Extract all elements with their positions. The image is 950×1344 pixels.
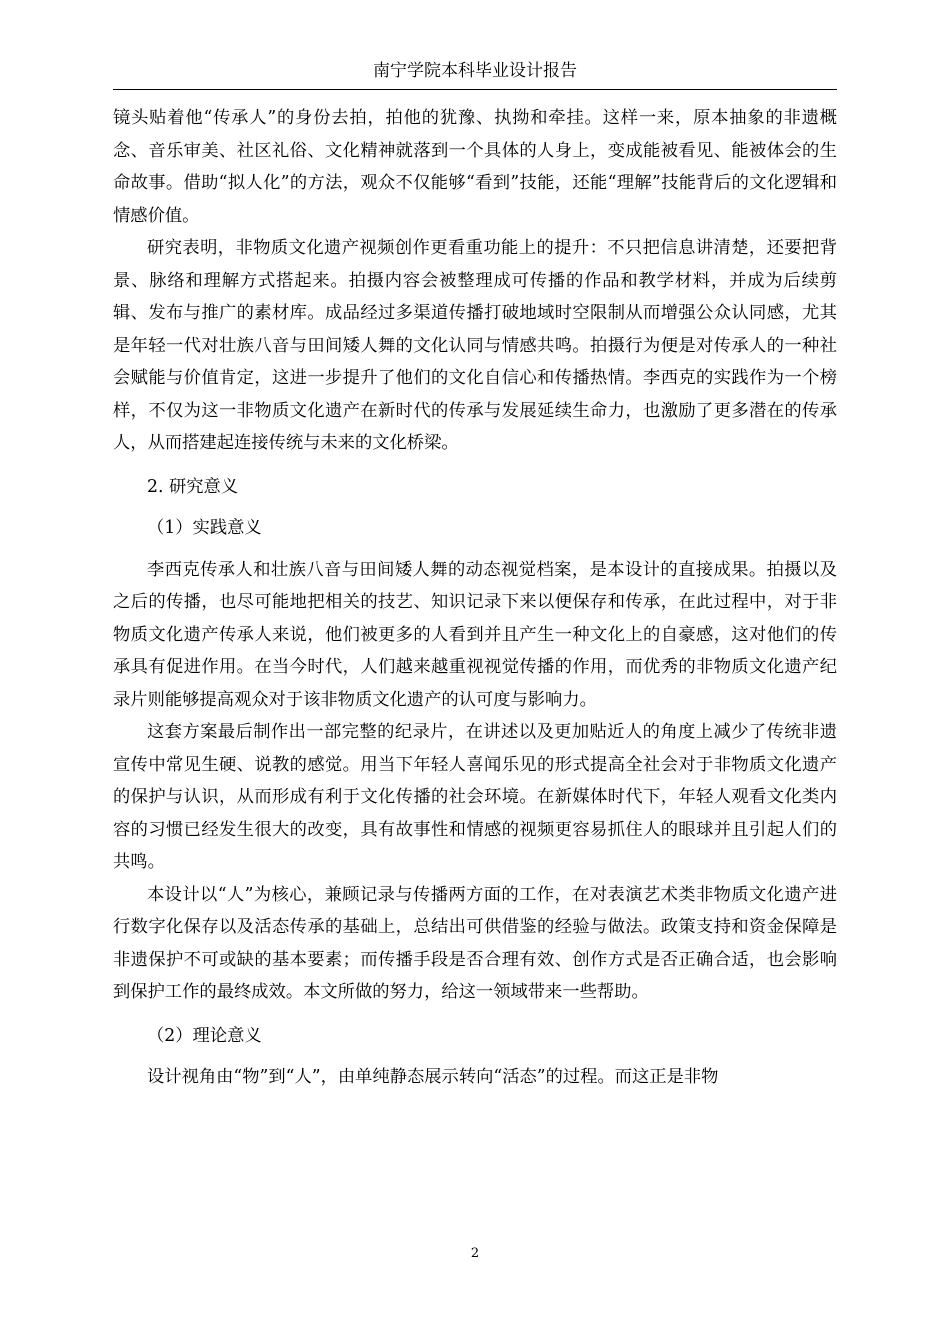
document-body [113, 102, 837, 1094]
page-header [113, 52, 837, 90]
paragraph-6: 设计视角由“物”到“人”，由单纯静态展示转向“活态”的过程。而这正是非物 [147, 1067, 719, 1087]
subheading-practical-significance: （1）实践意义 [147, 518, 262, 538]
paragraph-4: 这套方案最后制作出一部完整的纪录片，在讲述以及更加贴近人的角度上减少了传统非遗宣传中常见生硬、说教的感觉。用当下年轻人喜闻乐见的形式提高全社会对于非物质文化遗产的保护与认识，从而形成有利于文化传播的社会环境。在新媒体时代下，年轻人观看文化类内容的习惯已经发生很大的改变，具有故事性和情感的视频更容易抓住人的眼球并且引起人们的共鸣。 [113, 722, 837, 872]
page-number: 2 [470, 1246, 480, 1261]
section-heading-research-significance: 2. 研究意义 [147, 476, 239, 497]
paragraph-1: 镜头贴着他“传承人”的身份去拍，拍他的犹豫、执拗和牵挂。这样一来，原本抽象的非遗概念、音乐审美、社区礼俗、文化精神就落到一个具体的人身上，变成能被看见、能被体会的生命故事。借助“拟人化”的方法，观众不仅能够“看到”技能，还能“理解”技能背后的文化逻辑和情感价值。 [113, 108, 837, 226]
header-title: 南宁学院本科毕业设计报告 [373, 61, 577, 81]
paragraph-3: 李西克传承人和壮族八音与田间矮人舞的动态视觉档案，是本设计的直接成果。拍摄以及之后的传播，也尽可能地把相关的技艺、知识记录下来以便保存和传承，在此过程中，对于非物质文化遗产传承人来说，他们被更多的人看到并且产生一种文化上的自豪感，这对他们的传承具有促进作用。在当今时代，人们越来越重视视觉传播的作用，而优秀的非物质文化遗产纪录片则能够提高观众对于该非物质文化遗产的认可度与影响力。 [113, 559, 837, 710]
paragraph-2: 研究表明，非物质文化遗产视频创作更看重功能上的提升：不只把信息讲清楚，还要把背景、脉络和理解方式搭起来。拍摄内容会被整理成可传播的作品和教学材料，并成为后续剪辑、发布与推广的素材库。成品经过多渠道传播打破地域时空限制从而增强公众认同感，尤其是年轻一代对壮族八音与田间矮人舞的文化认同与情感共鸣。拍摄行为便是对传承人的一种社会赋能与价值肯定，这进一步提升了他们的文化自信心和传播热情。李西克的实践作为一个榜样，不仅为这一非物质文化遗产在新时代的传承与发展延续生命力，也激励了更多潜在的传承人，从而搭建起连接传统与未来的文化桥梁。 [113, 238, 837, 453]
paragraph-5: 本设计以“人”为核心，兼顾记录与传播两方面的工作，在对表演艺术类非物质文化遗产进行数字化保存以及活态传承的基础上，总结出可供借鉴的经验与做法。政策支持和资金保障是非遗保护不可或缺的基本要素；而传播手段是否合理有效、创作方式是否正确合适，也会影响到保护工作的最终成效。本文所做的努力，给这一领域带来一些帮助。 [113, 884, 837, 1002]
subheading-theoretical-significance: （2）理论意义 [147, 1025, 262, 1046]
